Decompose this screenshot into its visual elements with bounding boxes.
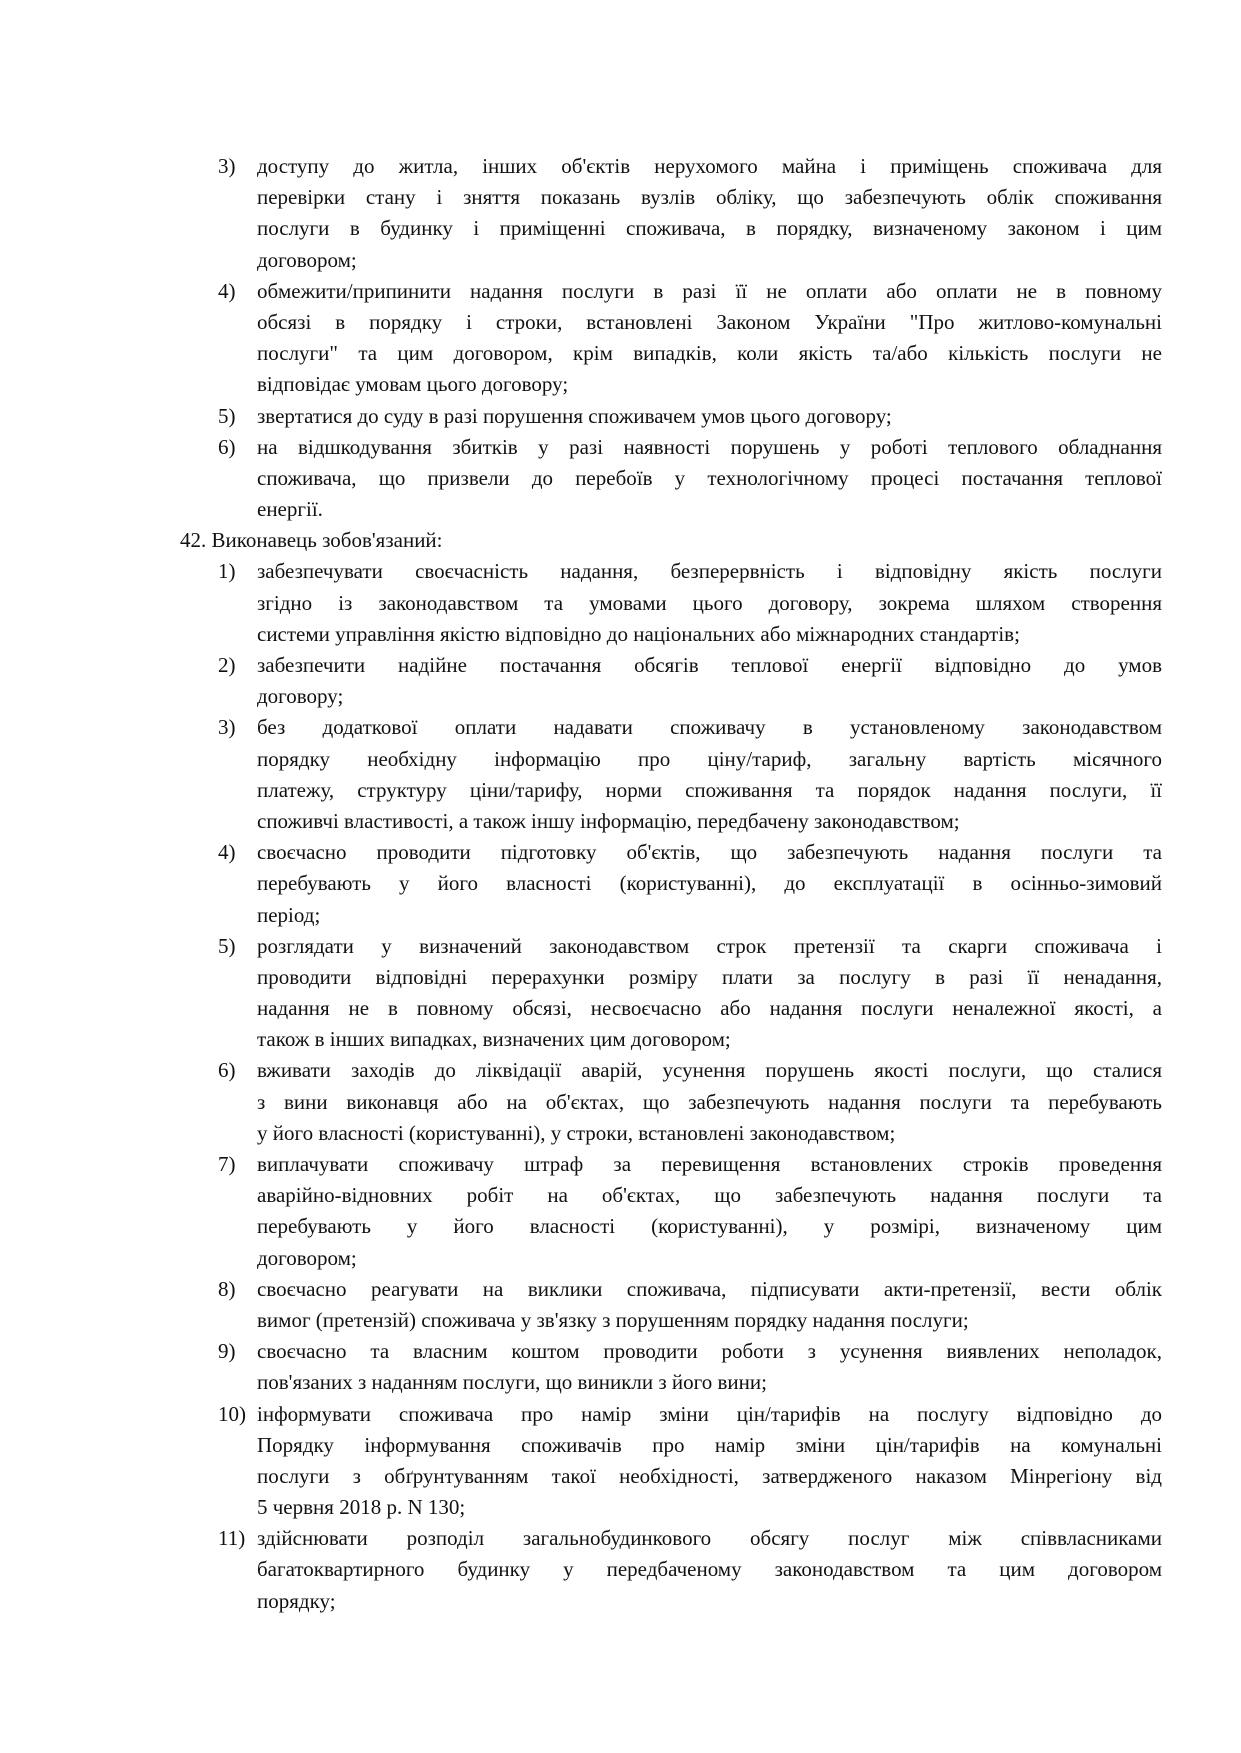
- text-line: здійснювати розподіл загальнобудинкового обсягу послуг між співвласниками: [257, 1526, 1162, 1551]
- text-line: період;: [257, 902, 321, 927]
- text-line: доступу до житла, інших об'єктів нерухомого майна і приміщень споживача для: [257, 154, 1162, 178]
- text-line: відповідає умовам цього договору;: [257, 372, 569, 397]
- text-line: пов'язаних з наданням послуги, що виникли з його вини;: [257, 1370, 767, 1395]
- list-item: [180, 1055, 1162, 1149]
- text-line: договором;: [257, 1245, 357, 1270]
- text-line: розглядати у визначений законодавством строк претензії та скарги споживача і: [257, 933, 1162, 958]
- item-number: 4): [218, 840, 236, 865]
- text-line: виплачувати споживачу штраф за перевищення встановлених строків проведення: [257, 1152, 1162, 1177]
- list-item: [180, 1149, 1162, 1274]
- item-text: [257, 1336, 1162, 1398]
- text-line: обсязі в порядку і строки, встановлені Законом України "Про житлово-комунальні: [257, 309, 1162, 334]
- text-line: аварійно-відновних робіт на об'єктах, що забезпечують надання послуги та: [257, 1183, 1162, 1208]
- text-line: своєчасно та власним коштом проводити роботи з усунення виявлених неполадок,: [257, 1339, 1162, 1364]
- item-number: 5): [218, 403, 236, 428]
- item-text: [257, 276, 1162, 401]
- item-text: [257, 1523, 1162, 1617]
- list-item: [180, 931, 1162, 1056]
- list-item: [180, 556, 1162, 650]
- item-text: [257, 432, 1162, 526]
- text-line: платежу, структуру ціни/тарифу, норми споживання та порядок надання послуги, її: [257, 777, 1162, 802]
- item-number: 5): [218, 933, 236, 958]
- list-continued: [180, 151, 1162, 525]
- list-item: [180, 276, 1162, 401]
- item-number: 8): [218, 1276, 236, 1301]
- item-number: 6): [218, 1058, 236, 1083]
- item-text: [257, 931, 1162, 1056]
- text-line: послуги в будинку і приміщенні споживача, в порядку, визначеному законом і цим: [257, 216, 1162, 241]
- list-item: [180, 1399, 1162, 1524]
- text-line: з вини виконавця або на об'єктах, що забезпечують надання послуги та перебувають: [257, 1089, 1162, 1114]
- text-line: споживчі властивості, а також іншу інформацію, передбачену законодавством;: [257, 808, 960, 833]
- text-line: своєчасно реагувати на виклики споживача, підписувати акти-претензії, вести облік: [257, 1276, 1162, 1301]
- text-line: надання не в повному обсязі, несвоєчасно або надання послуги неналежної якості, а: [257, 996, 1162, 1021]
- list-item: [180, 650, 1162, 712]
- section-heading: 42. Виконавець зобов'язаний:: [180, 528, 443, 553]
- text-line: 5 червня 2018 р. N 130;: [257, 1495, 466, 1520]
- text-line: інформувати споживача про намір зміни цін/тарифів на послугу відповідно до: [257, 1401, 1162, 1426]
- text-line: послуги з обґрунтуванням такої необхідності, затвердженого наказом Мінрегіону від: [257, 1463, 1162, 1488]
- item-number: 1): [218, 559, 236, 584]
- text-line: багатоквартирного будинку у передбаченому законодавством та цим договором: [257, 1557, 1162, 1582]
- item-number: 4): [218, 278, 236, 303]
- text-line: згідно із законодавством та умовами цього договору, зокрема шляхом створення: [257, 590, 1162, 615]
- item-text: [257, 1274, 1162, 1336]
- item-number: 10): [218, 1401, 246, 1426]
- text-line: енергії.: [257, 497, 323, 522]
- text-line: обмежити/припинити надання послуги в разі її не оплати або оплати не в повному: [257, 278, 1162, 303]
- item-text: [257, 837, 1162, 931]
- text-line: послуги" та цим договором, крім випадків, коли якість та/або кількість послуги не: [257, 341, 1162, 366]
- list-obligations: [180, 556, 1162, 1616]
- item-number: 11): [218, 1526, 246, 1551]
- item-text: [257, 401, 1162, 432]
- text-line: споживача, що призвели до перебоїв у технологічному процесі постачання теплової: [257, 465, 1162, 490]
- item-text: [257, 650, 1162, 712]
- item-number: 2): [218, 653, 236, 678]
- text-line: також в інших випадках, визначених цим договором;: [257, 1027, 731, 1052]
- item-number: 6): [218, 434, 236, 459]
- item-text: [257, 712, 1162, 837]
- list-item: [180, 1336, 1162, 1398]
- list-item: [180, 432, 1162, 526]
- item-number: 7): [218, 1152, 236, 1177]
- text-line: на відшкодування збитків у разі наявності порушень у роботі теплового обладнання: [257, 434, 1162, 459]
- text-line: перебувають у його власності (користуванні), у розмірі, визначеному цим: [257, 1214, 1162, 1239]
- text-line: договором;: [257, 247, 357, 272]
- list-item: [180, 837, 1162, 931]
- list-item: [180, 712, 1162, 837]
- text-line: порядку;: [257, 1588, 336, 1613]
- item-number: 3): [218, 154, 236, 178]
- text-line: забезпечувати своєчасність надання, безперервність і відповідну якість послуги: [257, 559, 1162, 584]
- item-text: [257, 151, 1162, 276]
- text-line: перебувають у його власності (користуванні), до експлуатації в осінньо-зимовий: [257, 871, 1162, 896]
- text-line: договору;: [257, 684, 344, 709]
- text-line: вживати заходів до ліквідації аварій, усунення порушень якості послуги, що сталися: [257, 1058, 1162, 1083]
- text-line: забезпечити надійне постачання обсягів теплової енергії відповідно до умов: [257, 653, 1162, 678]
- item-text: [257, 1399, 1162, 1524]
- list-item: [180, 1523, 1162, 1617]
- text-line: Порядку інформування споживачів про намір зміни цін/тарифів на комунальні: [257, 1432, 1162, 1457]
- text-line: звертатися до суду в разі порушення споживачем умов цього договору;: [257, 403, 892, 428]
- item-text: [257, 1149, 1162, 1274]
- document-page: [180, 151, 1162, 1617]
- text-line: порядку необхідну інформацію про ціну/тариф, загальну вартість місячного: [257, 746, 1162, 771]
- item-number: 9): [218, 1339, 236, 1364]
- item-text: [257, 556, 1162, 650]
- list-item: [180, 151, 1162, 276]
- text-line: своєчасно проводити підготовку об'єктів, що забезпечують надання послуги та: [257, 840, 1162, 865]
- text-line: без додаткової оплати надавати споживачу в установленому законодавством: [257, 715, 1162, 740]
- list-item: [180, 1274, 1162, 1336]
- item-text: [257, 1055, 1162, 1149]
- text-line: вимог (претензій) споживача у зв'язку з порушенням порядку надання послуги;: [257, 1307, 969, 1332]
- text-line: проводити відповідні перерахунки розміру плати за послугу в разі її ненадання,: [257, 964, 1162, 989]
- text-line: перевірки стану і зняття показань вузлів обліку, що забезпечують облік споживання: [257, 185, 1162, 210]
- list-item: [180, 401, 1162, 432]
- item-number: 3): [218, 715, 236, 740]
- text-line: у його власності (користуванні), у строки, встановлені законодавством;: [257, 1120, 896, 1145]
- text-line: системи управління якістю відповідно до національних або міжнародних стандартів;: [257, 621, 1020, 646]
